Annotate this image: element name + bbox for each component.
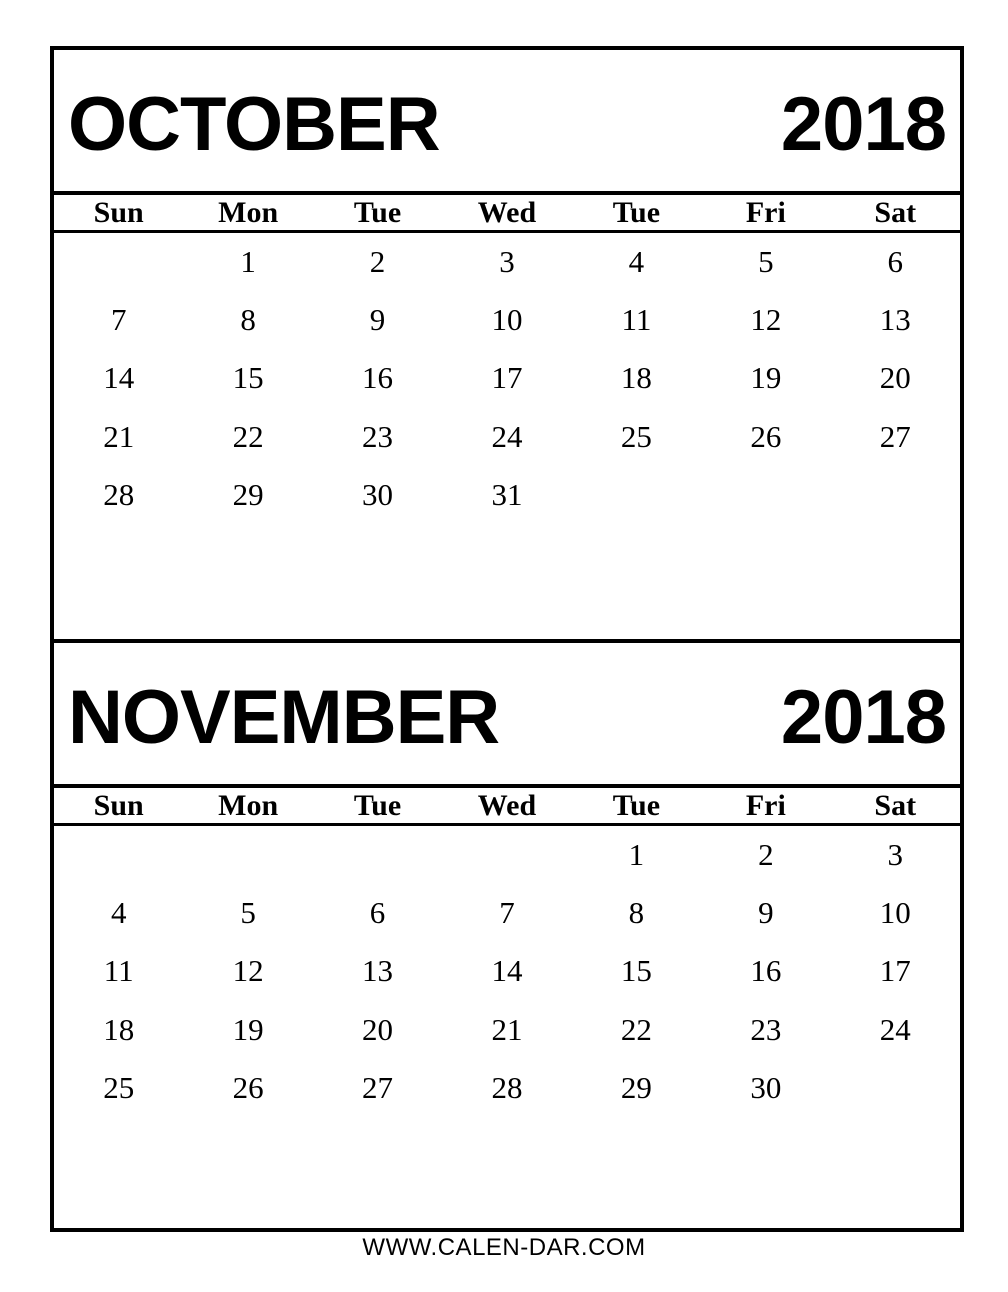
month-header (54, 643, 960, 788)
day-cell: 1 (628, 837, 645, 872)
day-cell: 9 (758, 895, 774, 931)
day-cell: 4 (628, 244, 645, 279)
day-cell: 11 (621, 302, 652, 338)
day-grid (54, 233, 960, 524)
day-cell: 30 (750, 1069, 782, 1105)
day-cell: 3 (887, 837, 903, 872)
month-header (54, 50, 960, 195)
day-cell: 22 (232, 418, 264, 454)
day-cell: 25 (103, 1069, 135, 1105)
day-cell: 17 (491, 360, 523, 396)
day-cell-empty (701, 466, 830, 524)
month-year: 2018 (780, 82, 946, 167)
weekday-thu: Tue (612, 196, 661, 229)
weekday-mon: Mon (218, 196, 279, 229)
day-cell: 7 (110, 302, 127, 338)
day-cell: 26 (232, 1069, 264, 1105)
day-cell: 7 (499, 895, 515, 931)
day-cell: 14 (491, 953, 523, 989)
day-cell: 29 (620, 1069, 652, 1105)
weekday-sat: Sat (874, 196, 917, 229)
day-cell: 14 (103, 360, 135, 396)
day-cell: 16 (362, 360, 394, 396)
day-cell-empty (572, 466, 701, 524)
day-cell: 8 (628, 895, 645, 931)
day-cell: 6 (369, 895, 386, 931)
month-year: 2018 (780, 675, 946, 760)
weekday-sat: Sat (874, 789, 917, 822)
weekday-sun: Sun (93, 789, 144, 822)
day-cell: 4 (110, 895, 127, 931)
weekday-mon: Mon (218, 789, 279, 822)
day-cell: 12 (750, 302, 782, 338)
day-cell: 17 (879, 953, 911, 989)
day-cell: 30 (362, 476, 394, 512)
month-name: OCTOBER (68, 82, 440, 167)
day-cell: 25 (620, 418, 652, 454)
weekday-header-row (54, 195, 960, 233)
website-footer: WWW.CALEN-DAR.COM (362, 1234, 646, 1261)
day-cell: 18 (103, 1011, 135, 1047)
day-cell-empty (54, 233, 183, 291)
day-cell: 13 (879, 302, 911, 338)
day-cell: 23 (750, 1011, 782, 1047)
day-cell: 19 (750, 360, 782, 396)
day-grid (54, 826, 960, 1117)
day-cell: 27 (879, 418, 911, 454)
day-cell: 24 (491, 418, 523, 454)
day-cell: 28 (491, 1069, 523, 1105)
day-cell-empty (442, 826, 571, 884)
day-cell-empty (831, 1059, 960, 1117)
day-cell: 5 (758, 244, 774, 279)
day-cell-empty (183, 826, 312, 884)
day-cell: 11 (103, 953, 134, 989)
day-cell: 20 (879, 360, 911, 396)
month-name: NOVEMBER (68, 675, 500, 760)
month-november (54, 643, 960, 1228)
weekday-fri: Fri (745, 789, 786, 822)
day-cell: 24 (879, 1011, 911, 1047)
day-cell: 29 (232, 476, 264, 512)
day-cell: 28 (103, 476, 135, 512)
day-cell: 15 (232, 360, 264, 396)
day-cell: 19 (232, 1011, 264, 1047)
weekday-header-row (54, 788, 960, 826)
day-cell: 6 (887, 244, 903, 279)
day-cell: 21 (491, 1011, 523, 1047)
day-cell: 15 (620, 953, 652, 989)
day-cell: 26 (750, 418, 782, 454)
day-cell: 23 (362, 418, 394, 454)
day-cell: 20 (362, 1011, 394, 1047)
weekday-fri: Fri (745, 196, 786, 229)
day-cell-empty (831, 466, 960, 524)
day-cell: 21 (103, 418, 135, 454)
day-cell: 12 (232, 953, 264, 989)
day-cell-empty (313, 826, 442, 884)
weekday-wed: Wed (477, 789, 537, 822)
month-october (54, 50, 960, 639)
day-cell: 18 (620, 360, 652, 396)
day-cell: 2 (758, 837, 774, 872)
day-cell: 3 (499, 244, 515, 279)
day-cell: 1 (240, 244, 256, 279)
day-cell: 8 (240, 302, 256, 338)
weekday-sun: Sun (93, 196, 144, 229)
day-cell: 9 (369, 302, 386, 338)
day-cell: 10 (879, 895, 911, 931)
weekday-tue: Tue (353, 196, 402, 229)
day-cell: 16 (750, 953, 782, 989)
day-cell: 10 (491, 302, 523, 338)
day-cell: 5 (240, 895, 256, 931)
day-cell: 22 (620, 1011, 652, 1047)
day-cell: 27 (362, 1069, 394, 1105)
day-cell: 31 (491, 476, 523, 512)
weekday-wed: Wed (477, 196, 537, 229)
day-cell: 2 (369, 244, 386, 279)
day-cell-empty (54, 826, 183, 884)
day-cell: 13 (362, 953, 394, 989)
weekday-tue: Tue (353, 789, 402, 822)
weekday-thu: Tue (612, 789, 661, 822)
calendar-sheet (50, 46, 964, 1232)
